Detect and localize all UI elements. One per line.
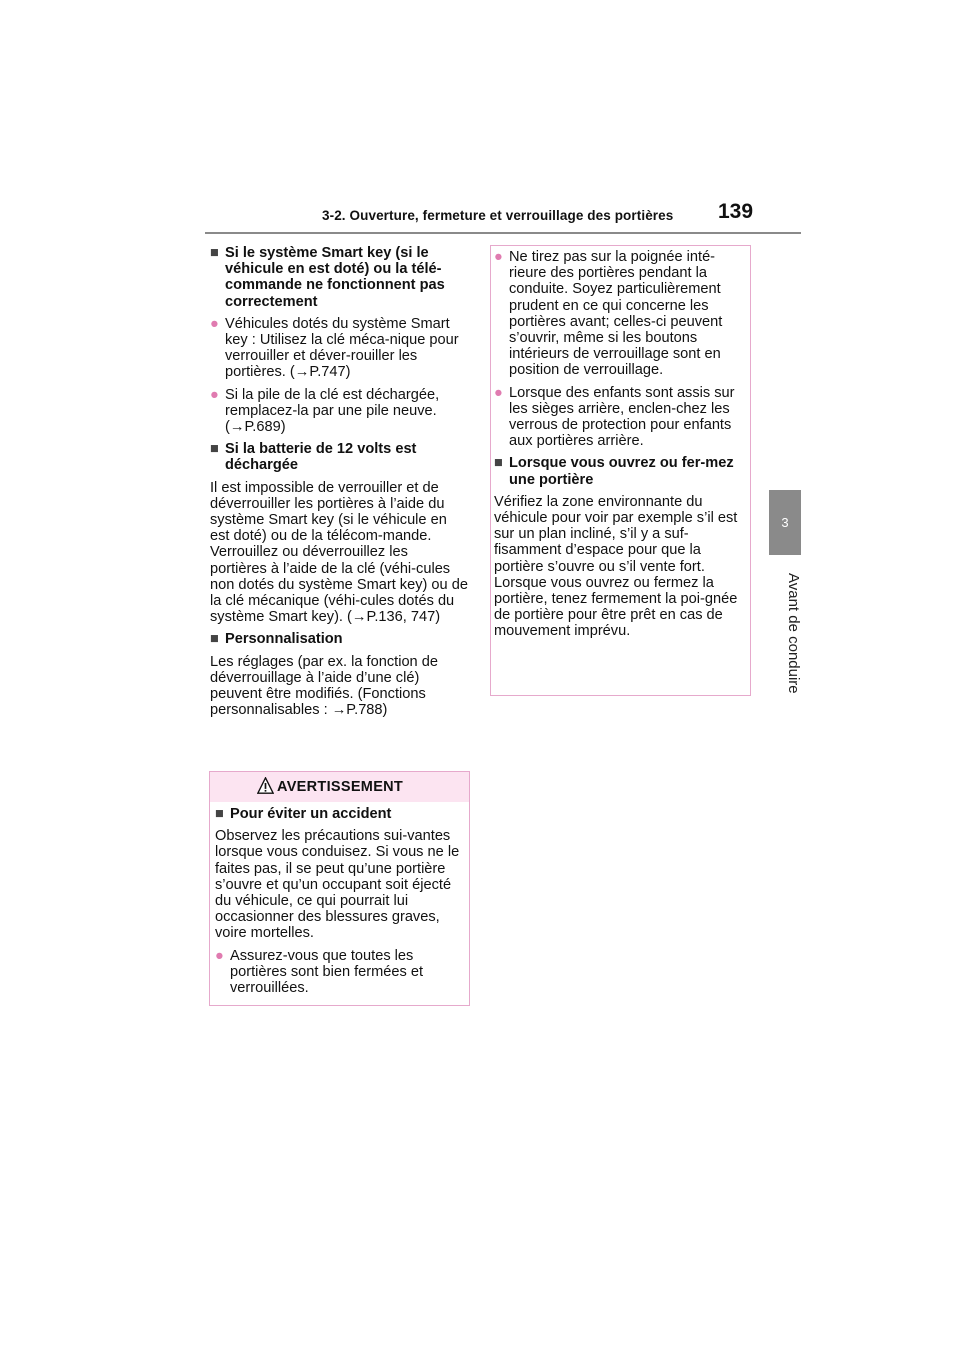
square-bullet-icon: ■ [210,441,219,458]
bullet-item: ● Véhicules dotés du système Smart key : Utilisez la clé méca-nique pour verrouiller et déver-rouiller les portières. (→P.747) [210,315,459,381]
heading-personalization: ■ Personnalisation [210,631,343,648]
bullet-item: ● Assurez-vous que toutes les portières sont bien fermées et verrouillées. [215,947,424,997]
circle-bullet-icon: ● [494,384,503,401]
paragraph: Les réglages (par ex. la fonction de déverrouillage à l’aide d’une clé) peuvent être modifiés. (Fonctions personnalisables : →P.788) [210,653,438,719]
circle-bullet-icon: ● [494,249,503,265]
heading-battery: ■ Si la batterie de 12 volts est déchargée [210,441,417,474]
warning-triangle-icon [257,777,274,794]
heading-opening-door: ■ Lorsque vous ouvrez ou fer-mez une portière [494,455,734,488]
paragraph: Observez les précautions sui-vantes lorsque vous conduisez. Si vous ne le faites pas, il se peut qu’une portière s’ouvre et qu’un occupant soit éjecté du véhicule, ce qui pourrait lui occasionner des blessures graves, voire mortelles. [215,828,460,942]
circle-bullet-icon: ● [210,315,219,332]
warning-banner [210,772,469,802]
warning-content [215,806,463,1002]
square-bullet-icon: ■ [210,631,219,648]
square-bullet-icon: ■ [215,806,224,822]
square-bullet-icon: ■ [210,245,219,261]
section-title: 3-2. Ouverture, fermeture et verrouillage des portières [322,208,674,223]
circle-bullet-icon: ● [210,386,219,403]
chapter-tab: 3 [769,490,801,555]
warning-title: AVERTISSEMENT [277,779,404,795]
warning-box [209,771,470,1006]
heading-smart-key: ■ Si le système Smart key (si le véhicule en est doté) ou la télé-commande ne fonctionnent pas correctement [210,245,445,310]
square-bullet-icon: ■ [494,455,503,472]
bullet-item: ● Si la pile de la clé est déchargée, remplacez-la par une pile neuve. (→P.689) [210,386,440,436]
bullet-item: ● Ne tirez pas sur la poignée inté-rieure des portières pendant la conduite. Soyez particulièrement prudent en ce qui concerne les portières avant; celles-ci peuvent s’ouvrir, même si les boutons intérieurs de verrouillage sont en position de verrouillage. [494,249,723,379]
header-rule [205,232,801,234]
circle-bullet-icon: ● [215,947,224,964]
right-column [494,249,746,646]
left-column [210,245,468,724]
paragraph: Vérifiez la zone environnante du véhicule pour voir par exemple s’il est sur un plan incliné, s’il y a suf-fisamment d’espace pour que la portière s’ouvre ou s’il vente fort. Lorsque vous ouvrez ou fermez la portière, tenez fermement la poi-gnée de portière pour être prêt en cas de mouvement imprévu. [494,493,738,640]
paragraph: Il est impossible de verrouiller et de déverrouiller les portières à l’aide du système Smart key (si le véhicule en est doté) ou de la télécom-mande. Verrouillez ou déverrouillez les portières à l’aide de la clé (véhi-cules non dotés du système Smart key) ou de la clé mécanique (véhi-cules dotés du système Smart key). (→P.136, 747) [210,479,468,626]
heading-accident: ■ Pour éviter un accident [215,806,392,822]
page-number: 139 [718,200,754,223]
chapter-label: Avant de conduire [785,573,802,694]
bullet-item: ● Lorsque des enfants sont assis sur les sièges arrière, enclen-chez les verrous de protection pour enfants aux portières arrière. [494,384,735,450]
